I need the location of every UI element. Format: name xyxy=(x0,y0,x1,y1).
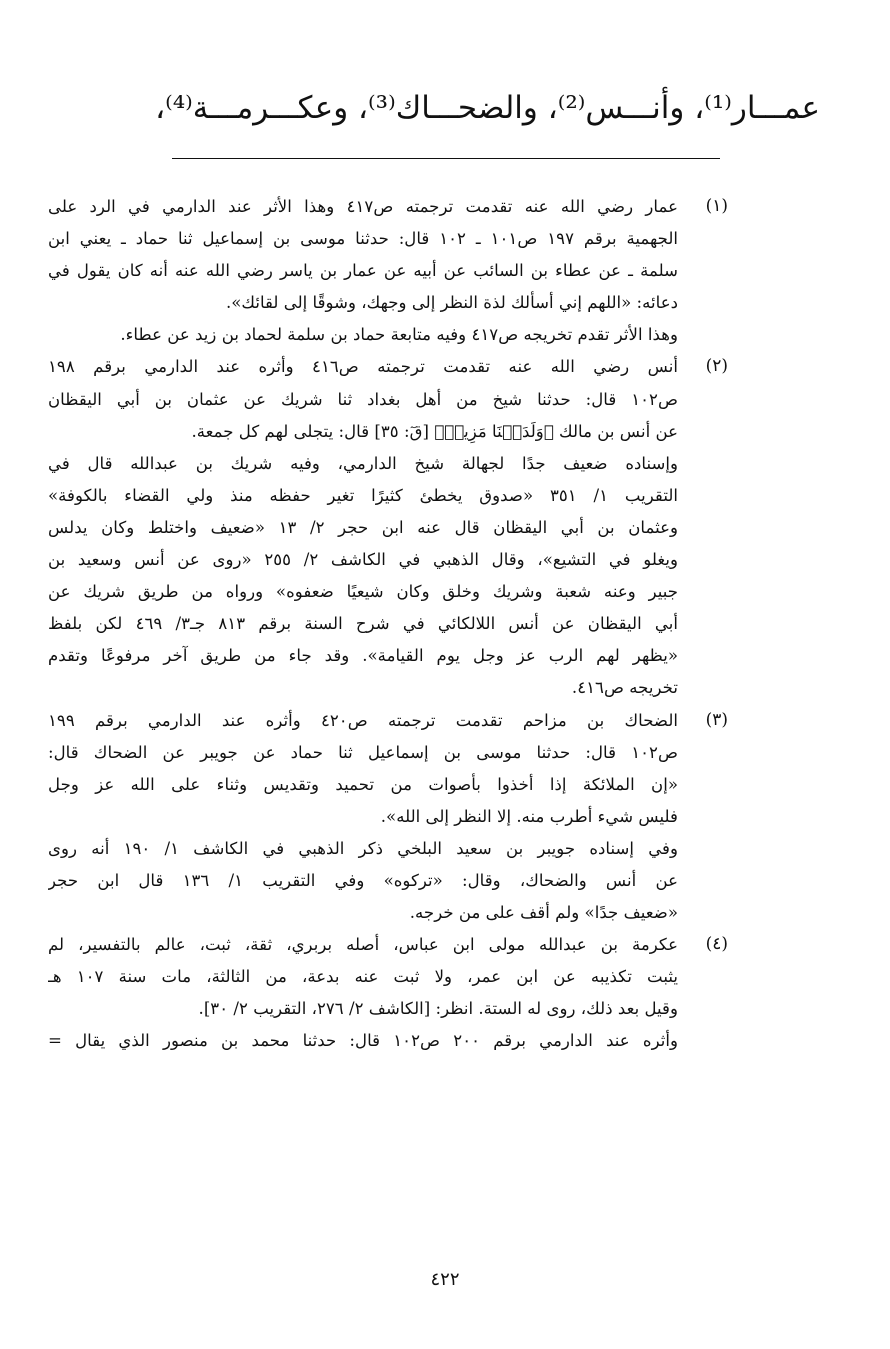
main-text-line: عمـــار⁽¹⁾، وأنـــس⁽²⁾، والضحـــاك⁽³⁾، وعكـــرمـــة⁽⁴⁾، xyxy=(155,90,820,126)
footnote xyxy=(0,929,890,1057)
footnote-separator-rule xyxy=(172,158,720,159)
footnote-line: أبي اليقظان عن أنس اللالكائي في شرح السنة برقم ٨١٣ جـ٣/ ٤٦٩ لكن بلفظ xyxy=(48,614,678,634)
footnote-line: جبير وعنه شعبة وشريك وخلق وكان شيعيًا ضعفوه» ورواه من طريق شريك عن xyxy=(48,582,678,602)
footnote-line: وهذا الأثر تقدم تخريجه ص٤١٧ وفيه متابعة حماد بن سلمة لحماد بن زيد عن عطاء. xyxy=(120,325,678,345)
footnote xyxy=(0,705,890,930)
footnote-body xyxy=(48,351,678,704)
footnote-body xyxy=(48,929,678,1057)
footnote-line: أنس رضي الله عنه تقدمت ترجمته ص٤١٦ وأثره عند الدارمي برقم ١٩٨ xyxy=(48,357,678,377)
footnote-line: الجهمية برقم ١٩٧ ص١٠١ ـ ١٠٢ قال: حدثنا موسى بن إسماعيل ثنا حماد ـ يعني ابن xyxy=(48,229,678,249)
page-number: ٤٢٢ xyxy=(430,1269,460,1290)
footnote-number: (٢) xyxy=(705,356,728,377)
footnote-body xyxy=(48,705,678,930)
footnote xyxy=(0,191,890,351)
footnote-line: فليس شيء أطرب منه. إلا النظر إلى الله». xyxy=(380,806,678,826)
footnote-line: وأثره عند الدارمي برقم ٢٠٠ ص١٠٢ قال: حدثنا محمد بن منصور الذي يقال = xyxy=(48,1031,678,1051)
footnote-line: عكرمة بن عبدالله مولى ابن عباس، أصله بربري، ثقة، ثبت، عالم بالتفسير، لم xyxy=(48,935,678,955)
footnote-line: ويغلو في التشيع»، وقال الذهبي في الكاشف ٢/ ٢٥٥ «روى عن أنس وسعيد بن xyxy=(48,550,678,570)
footnote-line: سلمة ـ عن عطاء بن السائب عن أبيه عن عمار بن ياسر رضي الله عنه أنه كان يقول في xyxy=(48,261,678,281)
footnote-line: «إن الملائكة إذا أخذوا بأصوات من تحميد وتقديس وثناء على الله عز وجل xyxy=(48,774,678,794)
footnote-line: تخريجه ص٤١٦. xyxy=(571,678,678,698)
footnote-line: وفي إسناده جويبر بن سعيد البلخي ذكر الذهبي في الكاشف ١/ ١٩٠ أنه روى xyxy=(48,838,678,858)
footnote-line: التقريب ١/ ٣٥١ «صدوق يخطئ كثيرًا تغير حفظه منذ ولي القضاء بالكوفة» xyxy=(48,485,678,505)
footnote-line: وإسناده ضعيف جدًا لجهالة شيخ الدارمي، وفيه شريك بن عبدالله قال في xyxy=(48,453,678,473)
footnote-line: ص١٠٢ قال: حدثنا شيخ من أهل بغداد ثنا شريك عن عثمان بن أبي اليقظان xyxy=(48,389,678,409)
footnote-line: عن أنس بن مالك ﴿وَلَدَيۡنَا مَزِيدٞ﴾ [قٓ: ٣٥] قال: يتجلى لهم كل جمعة. xyxy=(191,421,678,441)
footnote-line: الضحاك بن مزاحم تقدمت ترجمته ص٤٢٠ وأثره عند الدارمي برقم ١٩٩ xyxy=(48,710,678,730)
footnotes-section xyxy=(0,191,890,1241)
footnote-line: وقيل بعد ذلك، روى له الستة. انظر: [الكاشف ٢/ ٢٧٦، التقريب ٢/ ٣٠]. xyxy=(198,999,678,1019)
footnote-line: يثبت تكذيبه عن ابن عمر، ولا ثبت عنه بدعة، من الثالثة، مات سنة ١٠٧ هـ xyxy=(48,967,678,987)
footnote-line: عمار رضي الله عنه تقدمت ترجمته ص٤١٧ وهذا الأثر عند الدارمي في الرد على xyxy=(48,197,678,216)
footnote-line: وعثمان بن أبي اليقظان قال عنه ابن حجر ٢/ ١٣ «ضعيف واختلط وكان يدلس xyxy=(48,517,678,537)
footnote-line: «ضعيف جدًا» ولم أقف على من خرجه. xyxy=(409,903,678,923)
footnote-line: «يظهر لهم الرب عز وجل يوم القيامة». وقد جاء من طريق آخر مرفوعًا وتقدم xyxy=(48,646,678,666)
footnote-body xyxy=(48,191,678,351)
footnote-line: ص١٠٢ قال: حدثنا موسى بن إسماعيل ثنا حماد عن جويبر عن الضحاك قال: xyxy=(48,742,678,762)
footnote-number: (٤) xyxy=(705,934,728,955)
footnote-number: (١) xyxy=(705,196,728,216)
footnote-number: (٣) xyxy=(705,709,728,730)
footnote-line: عن أنس والضحاك، وقال: «تركوه» وفي التقريب ١/ ١٣٦ قال ابن حجر xyxy=(48,870,678,890)
footnote-line: دعائه: «اللهم إني أسألك لذة النظر إلى وجهك، وشوقًا إلى لقائك». xyxy=(225,293,678,313)
footnote xyxy=(0,351,890,704)
